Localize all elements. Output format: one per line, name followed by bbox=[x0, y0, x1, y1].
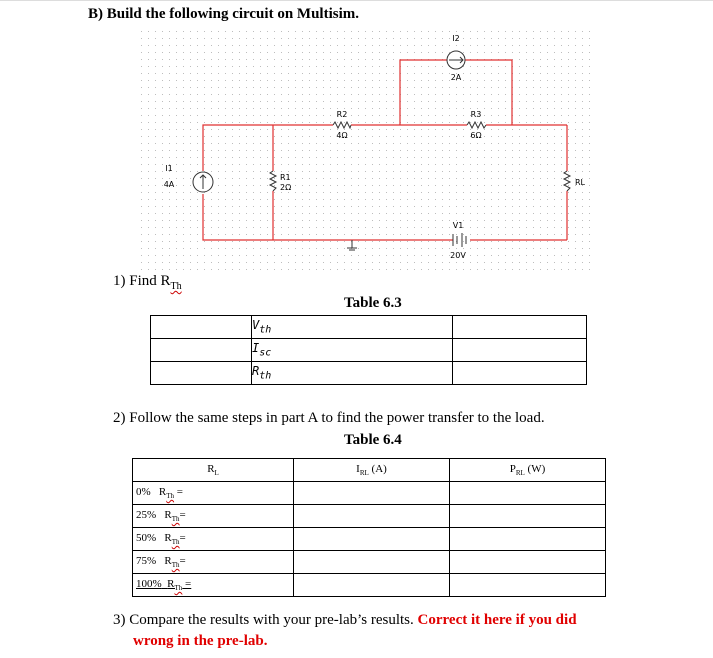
table-6-3 bbox=[150, 315, 587, 385]
current-source-i2 bbox=[447, 51, 465, 69]
i2-value: 2A bbox=[450, 73, 462, 82]
table-cell[interactable] bbox=[453, 339, 587, 362]
question-2: 2) Follow the same steps in part A to find the power transfer to the load. bbox=[113, 410, 545, 426]
circuit-diagram bbox=[138, 28, 594, 273]
row-label: 75% $R_{Th}=$ bbox=[133, 551, 294, 574]
r2-value: 4Ω bbox=[336, 131, 348, 140]
table-cell[interactable] bbox=[453, 362, 587, 385]
question-3-warning: Correct it here if you did bbox=[417, 612, 577, 628]
question-1-text: 1) Find R bbox=[113, 273, 171, 289]
header-rl: $R_L$ bbox=[133, 459, 294, 482]
table-cell[interactable] bbox=[294, 574, 450, 597]
table-cell[interactable] bbox=[450, 551, 606, 574]
question-1-sub: Th bbox=[170, 281, 182, 292]
v1-label: V1 bbox=[452, 221, 464, 230]
table-cell[interactable] bbox=[294, 505, 450, 528]
r3-label: R3 bbox=[470, 110, 482, 119]
v1-value: 20V bbox=[450, 251, 466, 260]
row-label: 25% $R_{Th}=$ bbox=[133, 505, 294, 528]
table-cell-label: $R_{th}$ bbox=[252, 362, 453, 385]
table-row bbox=[133, 551, 606, 574]
i2-label: I2 bbox=[452, 34, 460, 43]
table-row bbox=[133, 482, 606, 505]
table-cell bbox=[151, 339, 252, 362]
question-3-warning-line2: wrong in the pre-lab. bbox=[133, 633, 268, 649]
table-cell-label: $I_{sc}$ bbox=[252, 339, 453, 362]
row-label: 0% $R_{Th}$ = bbox=[133, 482, 294, 505]
table-cell[interactable] bbox=[294, 551, 450, 574]
row-label: 100% $R_{Th}$ = bbox=[133, 574, 294, 597]
table-cell bbox=[151, 362, 252, 385]
table-row bbox=[133, 505, 606, 528]
table-row bbox=[151, 362, 587, 385]
table-cell[interactable] bbox=[450, 482, 606, 505]
r1-label: R1 bbox=[280, 173, 291, 182]
top-divider bbox=[0, 0, 713, 1]
table-cell-label: $V_{th}$ bbox=[252, 316, 453, 339]
question-3 bbox=[113, 612, 703, 629]
table-header-row bbox=[133, 459, 606, 482]
table-6-4 bbox=[132, 458, 606, 597]
rl-label: RL bbox=[575, 178, 586, 187]
header-prl: $P_{RL}$ (W) bbox=[450, 459, 606, 482]
question-1 bbox=[113, 273, 182, 292]
table-cell[interactable] bbox=[450, 574, 606, 597]
table-cell[interactable] bbox=[453, 316, 587, 339]
table-row bbox=[133, 528, 606, 551]
table-cell[interactable] bbox=[450, 505, 606, 528]
i1-label: I1 bbox=[165, 164, 173, 173]
r2-label: R2 bbox=[336, 110, 348, 119]
table-cell[interactable] bbox=[450, 528, 606, 551]
row-label: 50% $R_{Th}=$ bbox=[133, 528, 294, 551]
section-heading: B) Build the following circuit on Multisim. bbox=[88, 6, 359, 22]
i1-value: 4A bbox=[163, 180, 175, 189]
table-6-3-title: Table 6.3 bbox=[344, 295, 402, 311]
question-3-text: 3) Compare the results with your pre-lab’s results. bbox=[113, 612, 418, 628]
table-row bbox=[133, 574, 606, 597]
current-source-i1 bbox=[193, 172, 213, 192]
table-cell[interactable] bbox=[294, 482, 450, 505]
grid-background bbox=[138, 28, 594, 273]
table-row bbox=[151, 316, 587, 339]
table-cell bbox=[151, 316, 252, 339]
table-row bbox=[151, 339, 587, 362]
table-6-4-title: Table 6.4 bbox=[344, 432, 402, 448]
header-irl: $I_{RL}$ (A) bbox=[294, 459, 450, 482]
r1-value: 2Ω bbox=[280, 183, 292, 192]
r3-value: 6Ω bbox=[470, 131, 482, 140]
table-cell[interactable] bbox=[294, 528, 450, 551]
